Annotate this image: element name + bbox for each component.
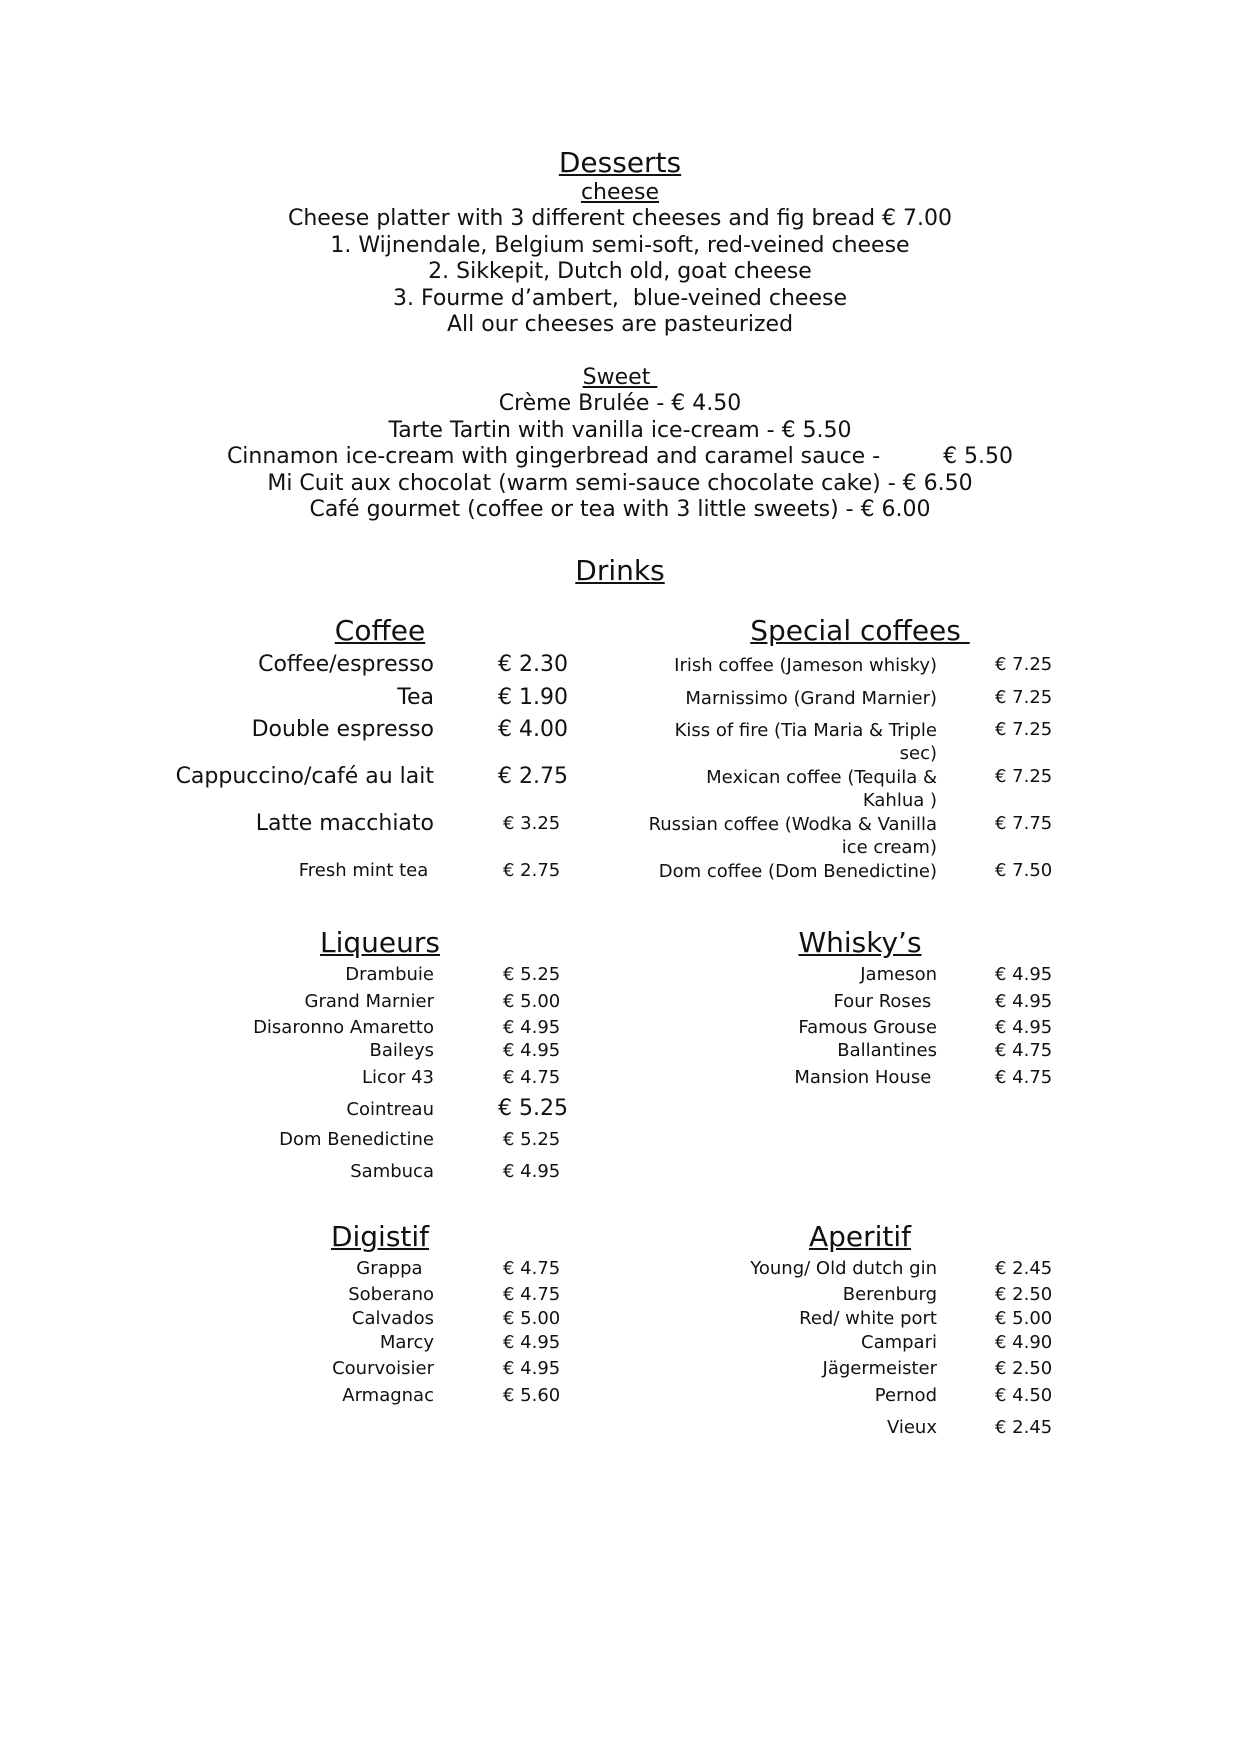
special-coffees-heading: Special coffees xyxy=(750,614,970,647)
item-price: € 7.25 xyxy=(995,719,1053,740)
item-name: Drambuie xyxy=(345,964,434,985)
item-name: Jägermeister xyxy=(822,1358,937,1379)
item-name: Dom Benedictine xyxy=(279,1129,434,1150)
sweet-heading: Sweet xyxy=(582,365,658,390)
coffee-heading: Coffee xyxy=(334,614,426,647)
item-name: Fresh mint tea xyxy=(298,860,434,881)
item-price: € 7.25 xyxy=(995,687,1053,708)
cheese-line: 3. Fourme d’ambert, blue-veined cheese xyxy=(392,285,847,311)
item-price: € 2.45 xyxy=(995,1258,1053,1279)
item-name: Licor 43 xyxy=(362,1067,434,1088)
sweet-line: Crème Brulée - € 4.50 xyxy=(498,391,742,416)
sweet-line: Tarte Tartin with vanilla ice-cream - € 5.50 xyxy=(388,417,852,443)
item-name: Four Roses xyxy=(833,991,937,1012)
sweet-line: Café gourmet (coffee or tea with 3 little sweets) - € 6.00 xyxy=(309,497,931,522)
item-name: Mexican coffee (Tequila & Kahlua ) xyxy=(706,767,937,811)
item-name: Baileys xyxy=(369,1040,434,1061)
cheese-line: 1. Wijnendale, Belgium semi-soft, red-veined cheese xyxy=(330,232,910,258)
item-name: Campari xyxy=(861,1332,937,1353)
item-name: Armagnac xyxy=(342,1385,434,1406)
item-price: € 5.00 xyxy=(503,1308,561,1329)
item-price: € 4.95 xyxy=(503,1358,561,1379)
item-name: Soberano xyxy=(348,1284,434,1305)
item-price: € 7.25 xyxy=(995,766,1053,787)
whiskys-heading: Whisky’s xyxy=(798,926,922,959)
item-name: Mansion House xyxy=(794,1067,937,1088)
drinks-title: Drinks xyxy=(575,554,665,587)
item-price: € 4.95 xyxy=(503,1332,561,1353)
item-price: € 7.50 xyxy=(995,860,1053,881)
item-price: € 4.75 xyxy=(995,1040,1053,1061)
aperitif-heading: Aperitif xyxy=(808,1220,912,1253)
item-name: Latte macchiato xyxy=(255,811,434,836)
item-price: € 4.00 xyxy=(498,717,568,742)
item-name: Cointreau xyxy=(346,1099,434,1120)
item-price: € 4.75 xyxy=(503,1258,561,1279)
desserts-title: Desserts xyxy=(558,146,682,179)
item-name: Grand Marnier xyxy=(304,991,434,1012)
sweet-line: Cinnamon ice-cream with gingerbread and caramel sauce - € 5.50 xyxy=(226,444,1014,469)
item-price: € 4.95 xyxy=(995,991,1053,1012)
item-name: Young/ Old dutch gin xyxy=(750,1258,937,1279)
item-price: € 4.90 xyxy=(995,1332,1053,1353)
item-name: Calvados xyxy=(351,1308,434,1329)
item-name: Cappuccino/café au lait xyxy=(175,764,434,789)
item-name: Marnissimo (Grand Marnier) xyxy=(685,688,937,709)
item-price: € 5.60 xyxy=(503,1385,561,1406)
sweet-block xyxy=(0,365,1240,524)
item-price: € 5.25 xyxy=(503,1129,561,1150)
drinks-section xyxy=(0,554,1240,588)
cheese-block xyxy=(0,180,1240,339)
item-name: Jameson xyxy=(860,964,937,985)
item-name: Grappa xyxy=(356,1258,434,1279)
item-price: € 4.75 xyxy=(503,1284,561,1305)
item-price: € 5.25 xyxy=(503,964,561,985)
item-price: € 2.45 xyxy=(995,1417,1053,1438)
item-price: € 4.95 xyxy=(995,1017,1053,1038)
item-name: Disaronno Amaretto xyxy=(253,1017,434,1038)
item-name: Kiss of fire (Tia Maria & Triple sec) xyxy=(674,720,937,764)
cheese-line: All our cheeses are pasteurized xyxy=(446,312,794,337)
item-price: € 2.30 xyxy=(498,652,568,677)
item-price: € 2.50 xyxy=(995,1284,1053,1305)
item-price: € 5.00 xyxy=(995,1308,1053,1329)
item-price: € 4.50 xyxy=(995,1385,1053,1406)
item-price: € 4.75 xyxy=(995,1067,1053,1088)
item-name: Dom coffee (Dom Benedictine) xyxy=(658,861,937,882)
item-price: € 4.95 xyxy=(503,1017,561,1038)
cheese-line: 2. Sikkepit, Dutch old, goat cheese xyxy=(428,259,812,284)
item-price: € 2.75 xyxy=(503,860,561,881)
item-name: Pernod xyxy=(874,1385,937,1406)
item-name: Courvoisier xyxy=(332,1358,434,1379)
item-price: € 1.90 xyxy=(498,685,568,710)
item-price: € 3.25 xyxy=(503,813,561,834)
cheese-heading: cheese xyxy=(580,180,660,205)
item-name: Famous Grouse xyxy=(798,1017,937,1038)
item-name: Red/ white port xyxy=(799,1308,937,1329)
item-name: Ballantines xyxy=(837,1040,937,1061)
desserts-section xyxy=(0,146,1240,180)
item-name: Vieux xyxy=(886,1417,937,1438)
cheese-line: Cheese platter with 3 different cheeses and fig bread € 7.00 xyxy=(287,206,953,231)
item-price: € 2.50 xyxy=(995,1358,1053,1379)
liqueurs-heading: Liqueurs xyxy=(320,926,440,959)
item-price: € 5.00 xyxy=(503,991,561,1012)
item-name: Russian coffee (Wodka & Vanilla ice cream) xyxy=(648,814,937,858)
item-price: € 4.95 xyxy=(503,1161,561,1182)
item-price: € 4.75 xyxy=(503,1067,561,1088)
item-name: Double espresso xyxy=(251,717,434,742)
item-name: Irish coffee (Jameson whisky) xyxy=(674,655,937,676)
item-name: Berenburg xyxy=(842,1284,937,1305)
item-price: € 7.75 xyxy=(995,813,1053,834)
item-price: € 5.25 xyxy=(498,1096,568,1121)
digistif-heading: Digistif xyxy=(330,1220,430,1253)
item-name: Coffee/espresso xyxy=(258,652,434,677)
item-price: € 4.95 xyxy=(503,1040,561,1061)
item-name: Marcy xyxy=(379,1332,434,1353)
sweet-line: Mi Cuit aux chocolat (warm semi-sauce chocolate cake) - € 6.50 xyxy=(267,470,973,496)
item-name: Sambuca xyxy=(350,1161,434,1182)
item-price: € 7.25 xyxy=(995,654,1053,675)
item-price: € 2.75 xyxy=(498,764,568,789)
item-price: € 4.95 xyxy=(995,964,1053,985)
item-name: Tea xyxy=(397,685,434,710)
